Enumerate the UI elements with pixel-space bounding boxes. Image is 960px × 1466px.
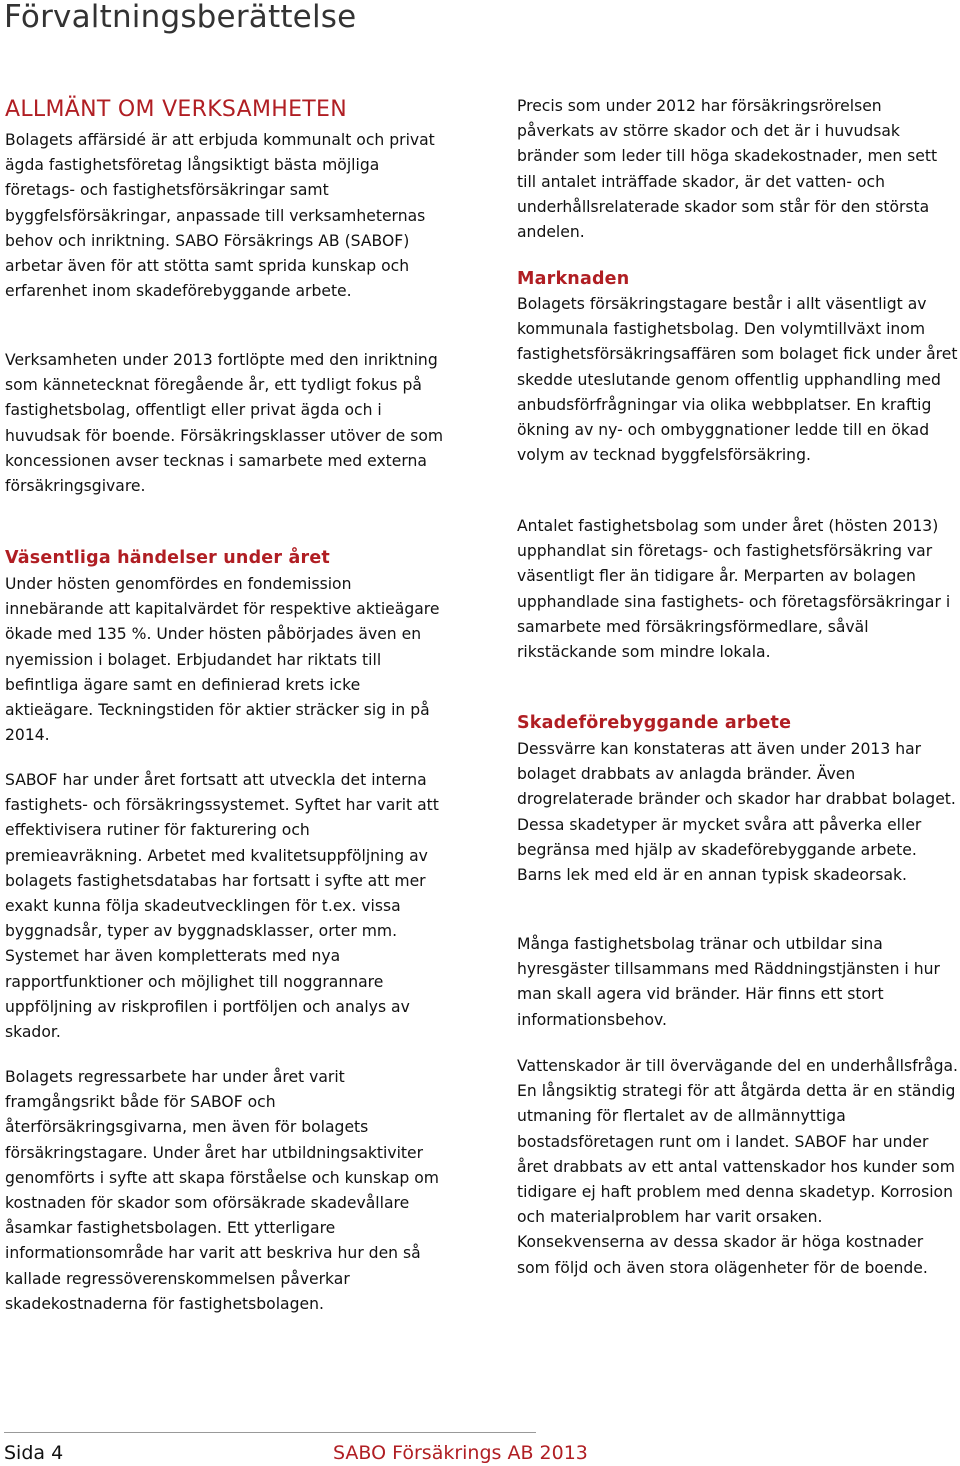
- paragraph-brander: Dessvärre kan konstateras att även under 2013 har bolaget drabbats av anlagda bränder. Även drogrelaterade bränder och skador har drabbat bolaget. Dessa skadetyper är mycket svåra att påverka eller begränsa med hjälp av skadeförebyggande arbete. Barns lek med eld är en annan typisk skadeorsak.: [517, 740, 956, 885]
- paragraph-forsakringsrorelsen: Precis som under 2012 har försäkringsrörelsen påverkats av större skador och det är i huvudsak bränder som leder till höga skadekostnader, men sett till antalet inträffade skador, är det vatten- och underhållsrelaterade skador som står för den största andelen.: [517, 97, 938, 242]
- footer-page-number: Sida 4: [4, 1442, 64, 1464]
- paragraph-affarside: Bolagets affärsidé är att erbjuda kommunalt och privat ägda fastighetsföretag långsiktigt bästa möjliga företags- och fastighetsförsäkringar samt byggfelsförsäkringar, anpassade till verksamheternas behov och inriktning. SABO Försäkrings AB (SABOF) arbetar även för att stötta samt sprida kunskap och erfarenhet inom skadeförebyggande arbete.: [5, 131, 435, 301]
- paragraph-system: SABOF har under året fortsatt att utveckla det interna fastighets- och försäkringssystemet. Syftet har varit att effektivisera rutiner för fakturering och premieavräkning. Arbetet med kvalitetsuppföljning av bolagets fastighetsdatabas har fortsatt i syfte att mer exakt kunna följa skadeutvecklingen för t.ex. vissa byggnadsår, typer av byggnadsklasser, orter mm. Systemet har även kompletterats med nya rapportfunktioner och möjlighet till noggrannare uppföljning av riskprofilen i portföljen och analys av skador.: [5, 771, 439, 1042]
- subheading-vasentliga-handelser: Väsentliga händelser under året: [5, 548, 330, 568]
- footer-company-name: SABO Försäkrings AB 2013: [333, 1442, 588, 1464]
- page-title: Förvaltningsberättelse: [4, 0, 357, 35]
- paragraph-upphandling: Antalet fastighetsbolag som under året (hösten 2013) upphandlat sin företags- och fastighetsförsäkring var väsentligt fler än tidigare år. Merparten av bolagen upphandlade sina fastighets- och företagsförsäkringar i samarbete med försäkringsförmedlare, såväl rikstäckande som mindre lokala.: [517, 517, 951, 662]
- paragraph-forsakringstagare: Bolagets försäkringstagare består i allt väsentligt av kommunala fastighetsbolag. Den volymtillväxt inom fastighetsförsäkringsaffären som bolaget fick under året skedde uteslutande genom offentlig upphandling med anbudsförfrågningar via olika webbplatser. En kraftig ökning av ny- och ombyggnationer ledde till en ökad volym av tecknad byggfelsförsäkring.: [517, 295, 958, 465]
- vattenskador-section: [517, 1054, 960, 1281]
- footer-divider: [4, 1432, 536, 1433]
- paragraph-verksamheten: Verksamheten under 2013 fortlöpte med den inriktning som kännetecknat föregående år, ett tydligt fokus på fastighetsbolag, offentligt eller privat ägda och i huvudsak för boende. Försäkringsklasser utöver de som koncessionen avser tecknas i samarbete med externa försäkringsgivare.: [5, 351, 444, 496]
- paragraph-regressarbete: Bolagets regressarbete har under året varit framgångsrikt både för SABOF och återförsäkringsgivarna, men även för bolagets försäkringstagare. Under året har utbildningsaktiviter genomförts i syfte att skapa förståelse och kunskap om kostnaden för skador som oförsäkrade skadevållare åsamkar fastighetsbolagen. Ett ytterligare informationsområde har varit att beskriva hur den så kallade regressöverenskommelsen påverkar skadekostnaderna för fastighetsbolagen.: [5, 1068, 439, 1313]
- paragraph-fondemission: Under hösten genomfördes en fondemission innebärande att kapitalvärdet för respektive aktieägare ökade med 135 %. Under hösten påbörjades även en nyemission i bolaget. Erbjudandet har riktats till befintliga ägare samt en definierad krets icke aktieägare. Teckningstiden för aktier sträcker sig in på 2014.: [5, 575, 440, 745]
- paragraph-konsekvenser: Konsekvenserna av dessa skador är höga kostnader som följd och även stora olägenheter för de boende.: [517, 1233, 928, 1277]
- paragraph-utbildning: Många fastighetsbolag tränar och utbildar sina hyresgäster tillsammans med Räddningstjänsten i hur man skall agera vid bränder. Här finns ett stort informationsbehov.: [517, 935, 940, 1029]
- subheading-marknaden: Marknaden: [517, 269, 630, 289]
- subheading-skadeforebyggande: Skadeförebyggande arbete: [517, 713, 792, 733]
- section-heading-allmant: ALLMÄNT OM VERKSAMHETEN: [5, 97, 347, 122]
- paragraph-vattenskador: Vattenskador är till övervägande del en underhållsfråga. En långsiktig strategi för att åtgärda detta är en ständig utmaning för flertalet av de allmännyttiga bostadsföretagen runt om i landet. SABOF har under året drabbats av ett antal vattenskador hos kunder som tidigare ej haft problem med denna skadetyp. Korrosion och materialproblem har varit orsaken.: [517, 1057, 959, 1227]
